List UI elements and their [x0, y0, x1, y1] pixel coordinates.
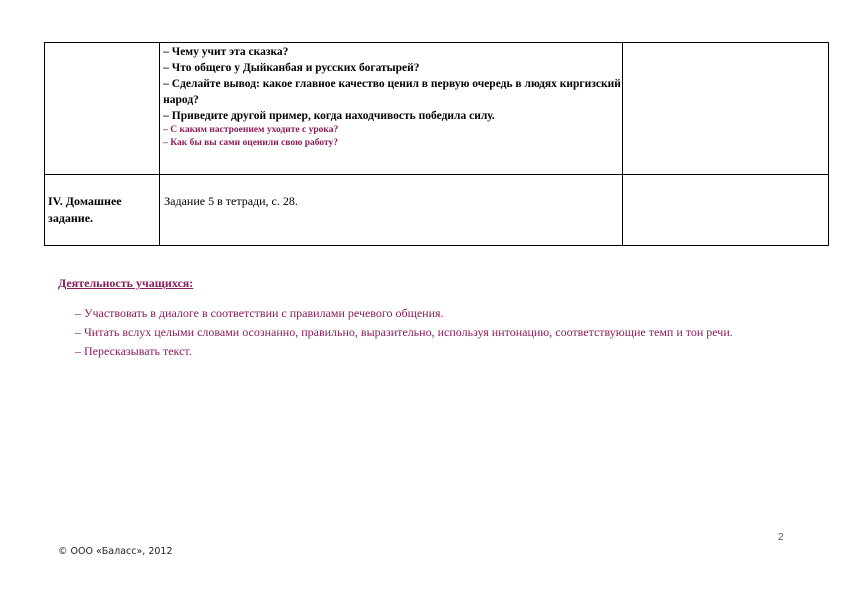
- task-cell: [160, 175, 623, 246]
- reflection-question-1: – С каким настроением уходите с урока?: [163, 125, 339, 135]
- activity-item: – Участвовать в диалоге в соответствии с правилами речевого общения.: [75, 306, 444, 320]
- question-4: – Приведите другой пример, когда находчивость победила силу.: [163, 110, 495, 122]
- question-3: – Сделайте вывод: какое главное качество ценил в первую очередь в людях киргизский народ?: [163, 78, 621, 106]
- stage-label: IV. Домашнее задание.: [48, 194, 122, 225]
- reflection-question-2: – Как бы вы сами оценили свою работу?: [163, 138, 339, 148]
- footer-copyright: © ООО «Баласс», 2012: [58, 546, 173, 557]
- question-1: – Чему учит эта сказка?: [163, 46, 289, 58]
- question-2: – Что общего у Дыйканбая и русских богатырей?: [163, 62, 420, 74]
- lesson-plan-table: [44, 42, 829, 246]
- page-number: 2: [778, 532, 784, 543]
- activity-item: – Читать вслух целыми словами осознанно, правильно, выразительно, используя интонацию, соответствующие темп и тон речи.: [75, 325, 733, 339]
- table-row: [45, 175, 829, 246]
- notes-cell: [622, 175, 828, 246]
- activities-list: [75, 305, 795, 362]
- activities-title: Деятельность учащихся:: [58, 276, 194, 290]
- stage-cell: [45, 175, 160, 246]
- table-row: [45, 43, 829, 175]
- questions-cell: [160, 43, 623, 175]
- notes-cell: [622, 43, 828, 175]
- activity-item: – Пересказывать текст.: [75, 344, 192, 358]
- homework-task: Задание 5 в тетради, с. 28.: [164, 194, 298, 208]
- stage-cell-empty: [45, 43, 160, 175]
